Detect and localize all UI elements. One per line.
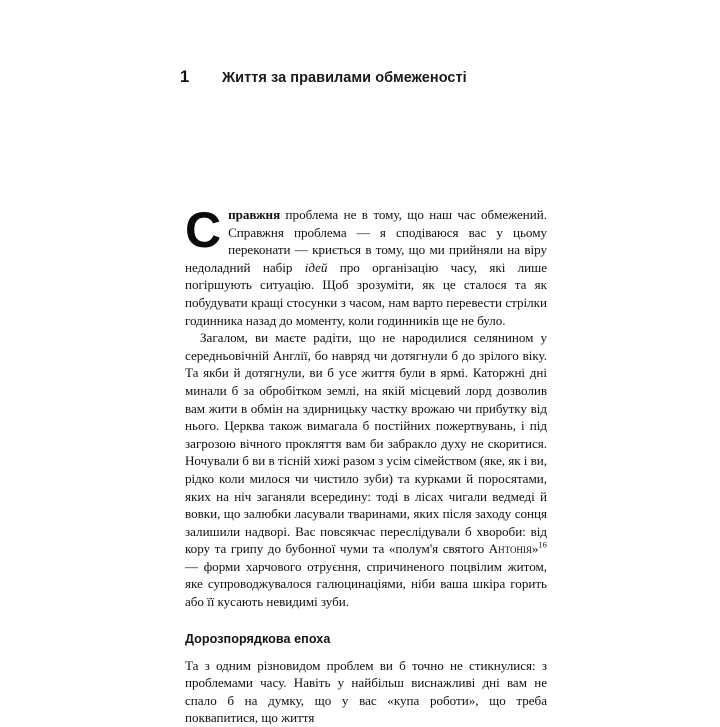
section-subheading: Дорозпорядкова епоха <box>185 631 331 646</box>
smallcaps-word-antonia: Антонія <box>488 541 532 557</box>
chapter-number: 1 <box>180 68 190 86</box>
lead-in-bold-text: правжня <box>228 207 281 222</box>
paragraph-three: Та з одним різновидом проблем ви б точно не стикнулися: з проблемами часу. Навіть у найбільш виснажливі дні вам не спало б на думку, що у вас «купа роботи», що треба поквапитися, що життя <box>185 657 547 726</box>
paragraph-two <box>185 329 547 611</box>
italic-word-idey: ідей <box>304 259 328 275</box>
running-head <box>180 68 467 87</box>
subheading-block <box>185 632 547 646</box>
paragraph-two-text-part-2: » <box>531 541 539 557</box>
opening-text-part-2: про організацію часу, які лише погіршують ситуацію. Щоб зрозуміти, як це сталося та як побудувати кращі стосунки з часом, нам варто перевести стрілки годинника назад до моменту, коли годинників ще не було. <box>185 259 547 328</box>
opening-paragraph <box>185 202 547 329</box>
opening-text-part-1: проблема не в тому, що наш час обмежений. Справжня проблема — я сподіваюся вас у цьому переконати — криється в тому, що ми прийняли на віру недоладний набір <box>185 207 547 275</box>
chapter-title: Життя за правилами обмеженості <box>222 70 467 86</box>
drop-cap: С <box>185 202 222 258</box>
footnote-reference-16[interactable]: 16 <box>538 540 547 550</box>
paragraph-two-text-part-1: Загалом, ви маєте радіти, що не народилися селянином у середньовічній Англії, бо навряд чи дотягнули б до зрілого віку. Та якби й дотягнули, ви б усе життя були в ярмі. Каторжні дні минали б за обробітком землі, на якій місцевий лорд дозволив вам жити в обмін на здирницьку частку врожаю чи прибутку від нього. Церква також вимагала б постійних пожертвувань, і під загрозою вічного прокляття вам би забракло духу не скоритися. Ночували б ви в тісній хижі разом з усім сімейством (яке, як і ви, рідко коли милося чи чистило зуби) та курками й поросятами, яких на ніч заганяли всередину: тоді в лісах чигали ведмеді й вовки, що залюбки ласували тваринами, яких після заходу сонця залишили надворі. Вас повсякчас переслідували б хвороби: від кору та грипу до бубонної чуми та «полум'я святого <box>185 330 547 557</box>
paragraph-two-text-part-3: — форми харчового отруєння, спричиненого поцвілим житом, яке супроводжувалося галюцинаціями, ніби ваша шкіра горить або її кусають невидимі зуби. <box>185 558 547 610</box>
text-column <box>185 202 547 727</box>
